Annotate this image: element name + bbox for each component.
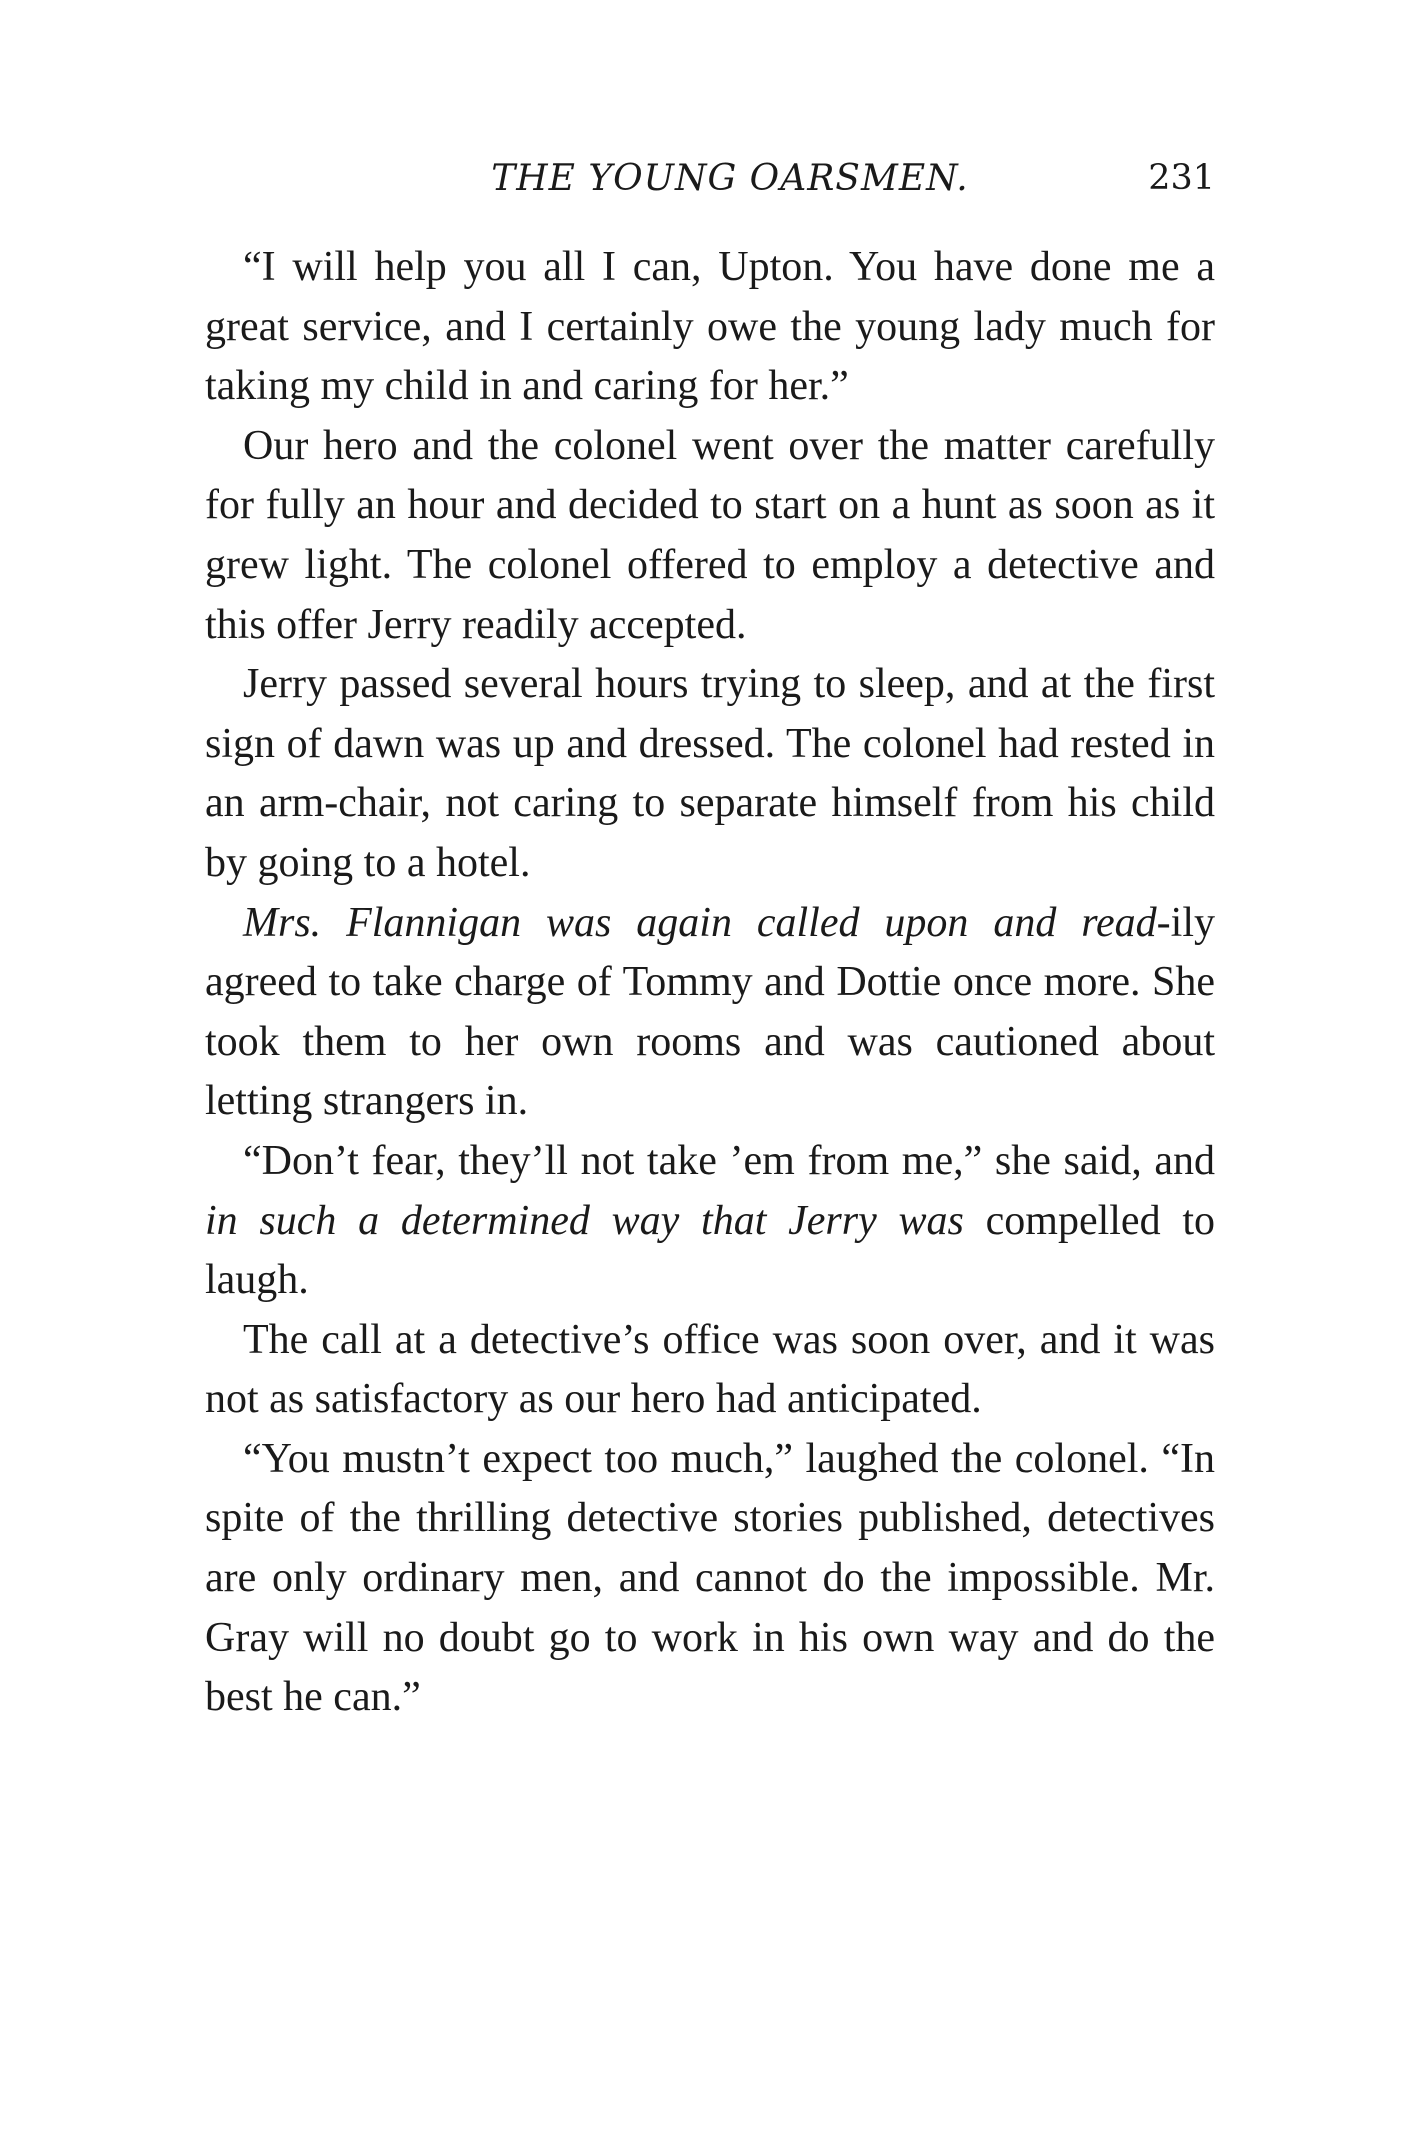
running-title: THE YOUNG OARSMEN.	[491, 158, 969, 199]
text-segment: “I will help you all I can, Upton. You have done me a great service, and I certainly owe the young lady much for taking my child in and caring for her.”	[205, 244, 1215, 410]
text-segment: The call at a detective’s office was soon over, and it was not as satisfactory as our hero had anticipated.	[205, 1316, 1215, 1423]
paragraph	[205, 1430, 1215, 1728]
text-segment: “Don’t fear, they’ll not take ’em from me,” she said, and	[243, 1137, 1215, 1184]
italic-text-segment: Mrs. Flannigan was again called upon and read-	[243, 899, 1171, 946]
text-segment: Our hero and the colonel went over the matter carefully for fully an hour and decided to start on a hunt as soon as it grew light. The colonel offered to employ a detective and this offer Jerry readily accepted.	[205, 422, 1215, 648]
text-segment: ily agreed to take charge of Tommy and Dottie once more. She took them to her own rooms and was cautioned about letting strangers in.	[205, 899, 1215, 1125]
text-segment: compelled to laugh.	[205, 1197, 1215, 1304]
paragraph	[205, 417, 1215, 655]
paragraph	[205, 894, 1215, 1132]
body-text	[205, 238, 1215, 1728]
italic-text-segment: in such a determined way that Jerry was	[205, 1197, 964, 1244]
page-header	[205, 158, 1215, 208]
text-segment: “You mustn’t expect too much,” laughed the colonel. “In spite of the thrilling detective stories published, detectives are only ordinary men, and cannot do the impossible. Mr. Gray will no doubt go to work in his own way and do the best he can.”	[205, 1435, 1215, 1721]
paragraph	[205, 238, 1215, 417]
text-segment: Jerry passed several hours trying to sleep, and at the first sign of dawn was up and dressed. The colonel had rested in an arm-chair, not caring to separate himself from his child by going to a hotel.	[205, 661, 1215, 886]
page-number: 231	[1148, 158, 1215, 198]
paragraph	[205, 1311, 1215, 1430]
paragraph	[205, 655, 1215, 893]
paragraph	[205, 1132, 1215, 1311]
